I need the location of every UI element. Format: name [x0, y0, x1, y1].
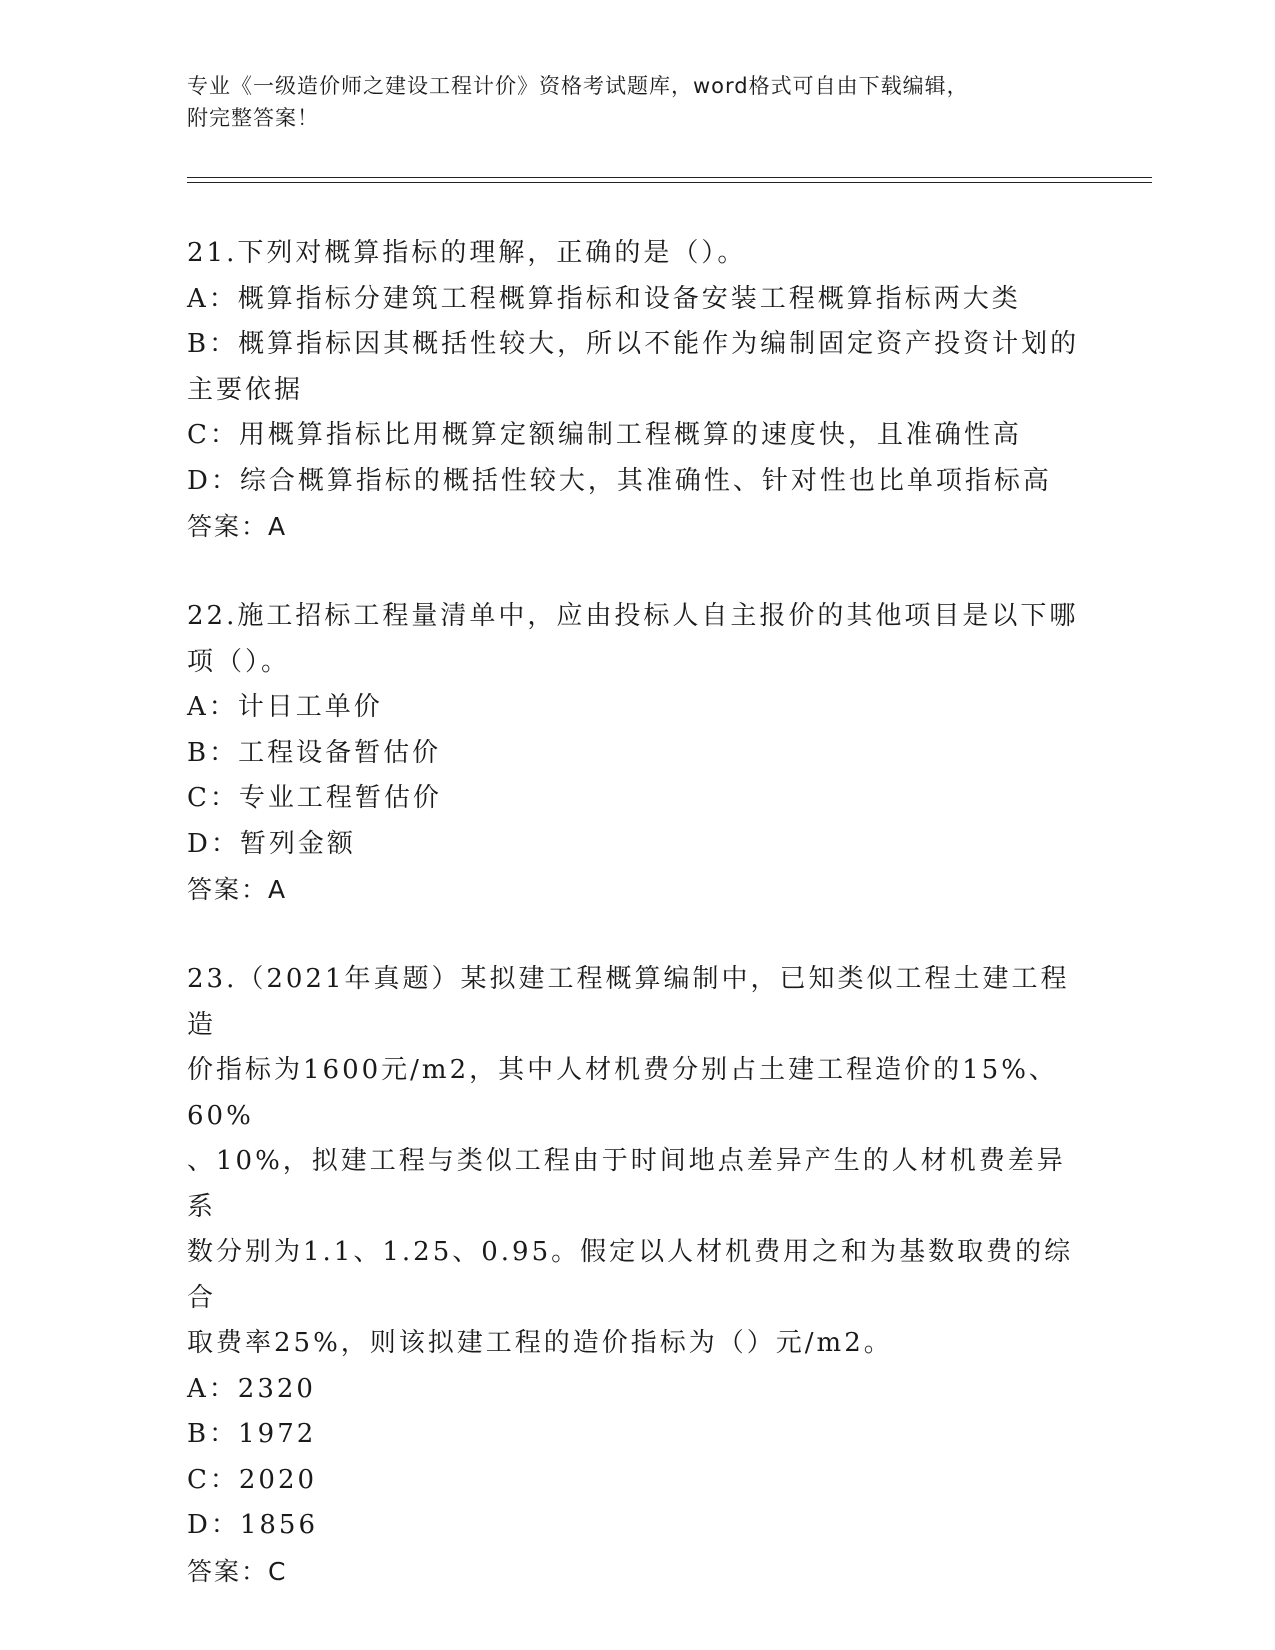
option-b: B：工程设备暂估价 — [187, 737, 442, 768]
option-a: A：2320 — [187, 1373, 316, 1404]
header-line-2: 附完整答案！ — [187, 106, 319, 130]
header-line-1: 专业《一级造价师之建设工程计价》资格考试题库，word格式可自由下载编辑， — [187, 74, 969, 98]
option-c: C：用概算指标比用概算定额编制工程概算的速度快，且准确性高 — [187, 420, 1022, 450]
option-b: B：概算指标因其概括性较大，所以不能作为编制固定资产投资计划的 — [187, 329, 1080, 359]
answer-line: 答案：A — [187, 875, 288, 904]
question-stem-line: 项（）。 — [187, 646, 291, 677]
header-divider-bottom — [187, 182, 1152, 183]
question-22 — [187, 594, 1087, 913]
option-c: C：专业工程暂估价 — [187, 783, 442, 813]
question-stem-line: 23.（2021年真题）某拟建工程概算编制中，已知类似工程土建工程造 — [187, 964, 1070, 1040]
option-b-continued: 主要依据 — [187, 374, 304, 405]
option-d: D：综合概算指标的概括性较大，其准确性、针对性也比单项指标高 — [187, 465, 1052, 496]
question-stem-line: 、10%，拟建工程与类似工程由于时间地点差异产生的人材机费差异系 — [187, 1146, 1066, 1222]
option-a: A：计日工单价 — [187, 692, 383, 722]
document-header — [187, 70, 1087, 134]
question-stem-line: 价指标为1600元/m2，其中人材机费分别占土建工程造价的15%、60% — [187, 1055, 1058, 1131]
question-stem-line: 22.施工招标工程量清单中，应由投标人自主报价的其他项目是以下哪 — [187, 601, 1079, 631]
answer-line: 答案：A — [187, 512, 288, 541]
header-divider-top — [187, 177, 1152, 178]
question-stem-line: 21.下列对概算指标的理解，正确的是（）。 — [187, 238, 747, 268]
question-21 — [187, 231, 1087, 550]
question-23 — [187, 957, 1087, 1594]
option-d: D：暂列金额 — [187, 828, 356, 859]
answer-line: 答案：C — [187, 1556, 288, 1586]
question-stem-line: 数分别为1.1、1.25、0.95。假定以人材机费用之和为基数取费的综合 — [187, 1237, 1074, 1313]
question-stem-line: 取费率25%，则该拟建工程的造价指标为（）元/m2。 — [187, 1328, 893, 1358]
option-d: D：1856 — [187, 1510, 319, 1540]
option-a: A：概算指标分建筑工程概算指标和设备安装工程概算指标两大类 — [187, 283, 1021, 314]
option-c: C：2020 — [187, 1464, 318, 1495]
option-b: B：1972 — [187, 1419, 317, 1449]
